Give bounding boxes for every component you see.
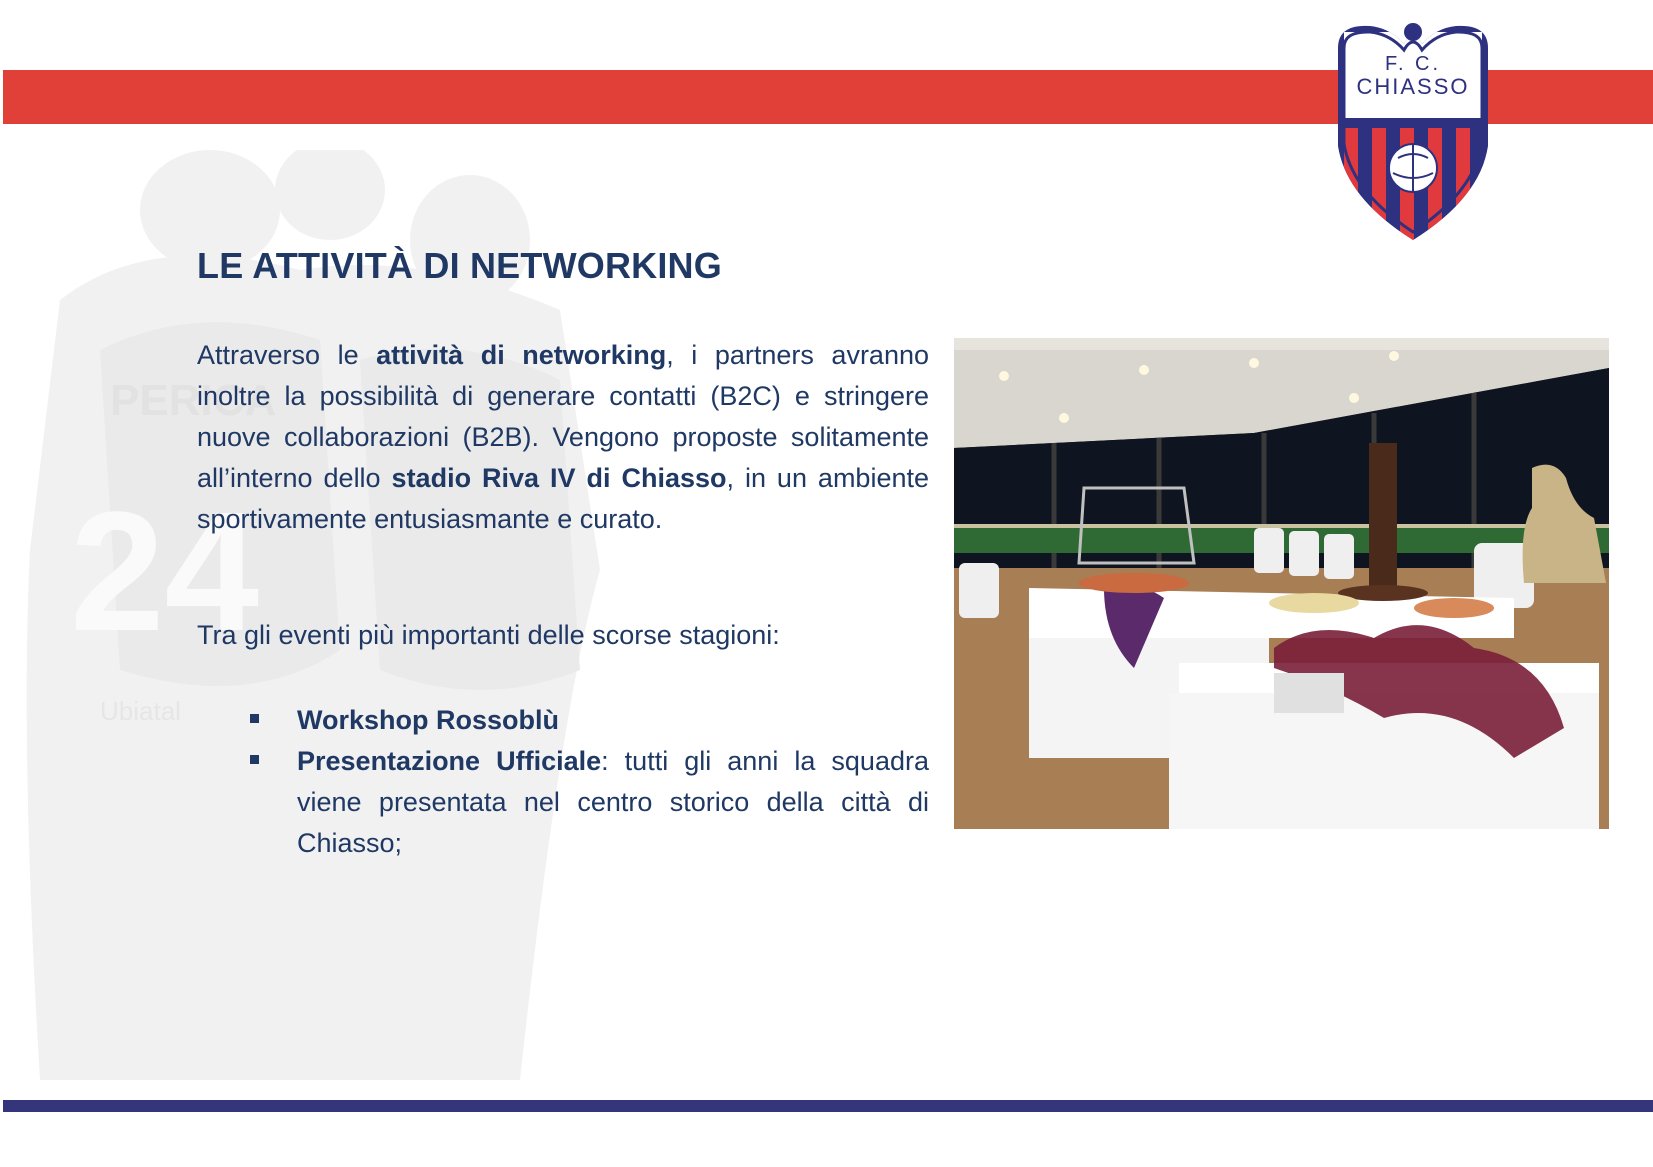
bullet-text: : tutti gli anni la squadra viene presentata nel centro storico della città di Chiasso; bbox=[297, 746, 929, 858]
paragraph-text-3: , in un ambiente sportivamente entusiasmante e curato. bbox=[197, 463, 929, 534]
players-watermark-image bbox=[0, 150, 620, 1080]
paragraph-text-1: Attraverso le bbox=[197, 340, 377, 370]
bullet-bold: Workshop Rossoblù bbox=[297, 705, 560, 735]
watermark-sponsor: Ubiatal bbox=[100, 696, 181, 726]
networking-event-photo bbox=[954, 338, 1609, 829]
page-title: LE ATTIVITÀ DI NETWORKING bbox=[197, 245, 722, 286]
paragraph-text-2: , i partners avranno inoltre la possibilità di generare contatti (B2C) e stringere nuove collaborazioni (B2B). Vengono proposte solitamente all’interno dello bbox=[197, 340, 929, 493]
list-item bbox=[248, 741, 929, 864]
logo-chiasso-text: CHIASSO bbox=[1356, 74, 1470, 99]
list-item bbox=[248, 700, 929, 741]
bottom-navy-band bbox=[3, 1100, 1653, 1112]
fc-chiasso-logo bbox=[1330, 18, 1496, 242]
bullet-bold: Presentazione Ufficiale bbox=[297, 746, 602, 776]
paragraph-bold-2: stadio Riva IV di Chiasso bbox=[391, 463, 727, 493]
paragraph-bold-1: attività di networking bbox=[376, 340, 667, 370]
networking-paragraph bbox=[197, 335, 929, 540]
bullet-square-icon bbox=[250, 755, 259, 764]
watermark-number: 24 bbox=[70, 477, 260, 667]
events-intro: Tra gli eventi più importanti delle scorse stagioni: bbox=[197, 620, 780, 650]
logo-fc-text: F. C. bbox=[1384, 53, 1442, 75]
events-list bbox=[248, 700, 929, 864]
bullet-square-icon bbox=[250, 714, 259, 723]
watermark-name: PERICA bbox=[110, 376, 277, 425]
